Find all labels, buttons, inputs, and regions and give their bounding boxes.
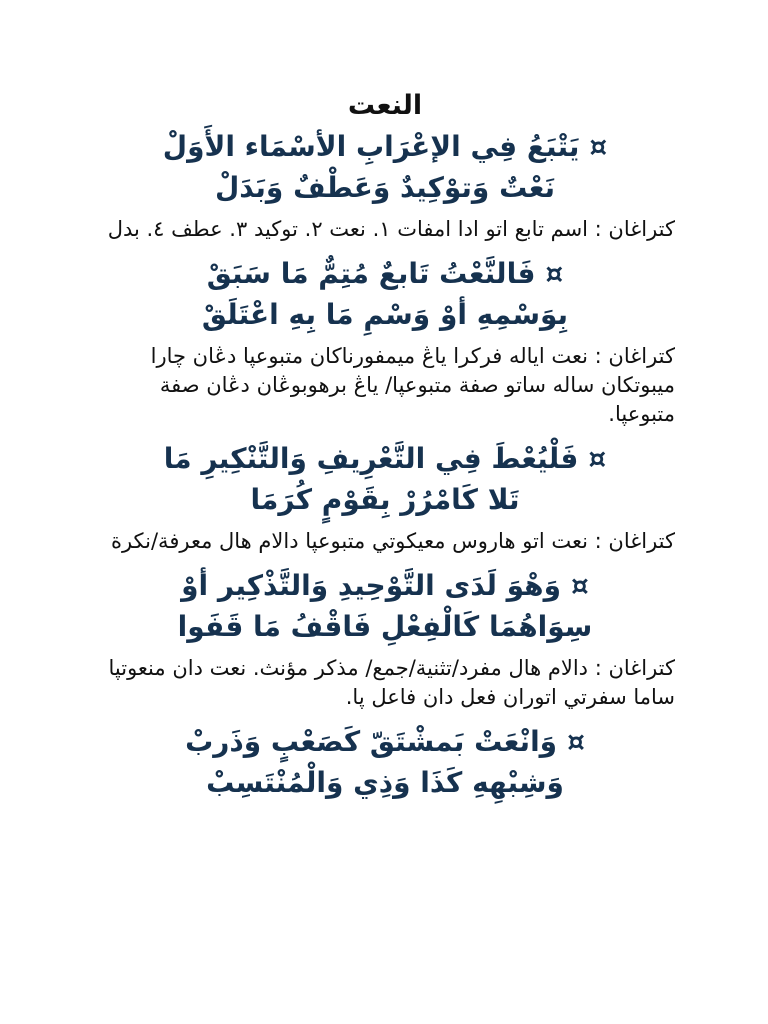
verse-marker-icon: ¤ — [571, 569, 589, 602]
verse-line-1 — [95, 565, 675, 606]
verse-section-5 — [95, 721, 675, 803]
verse-marker-icon: ¤ — [545, 257, 564, 290]
verse-block — [95, 126, 675, 208]
verse-line-2: بِوَسْمِهِ أوْ وَسْمِ مَا بِهِ اعْتَلَقْ — [201, 298, 569, 331]
verse-text: وَانْعَتْ بَمشْتَقّ كَصَعْبٍ وَذَربْ — [185, 725, 558, 758]
verse-line-2: نَعْتٌ وَتوْكِيدٌ وَعَطْفٌ وَبَدَلْ — [214, 171, 556, 204]
verse-explanation: كتراغان : نعت اياله فركرا ياڠ ميمفورناكان متبوعڽا دڠان چارا ميبوتكان ساله ساتو صفة متبوعڽا/ ياڠ برهوبوڠان دڠان صفة متبوعڽا. — [150, 344, 675, 426]
verse-line-2: سِوَاهُمَا كَالْفِعْلِ فَاقْفُ مَا قَفَوا — [177, 610, 593, 643]
verse-explanation: كتراغان : نعت اتو هاروس معيكوتي متبوعڽا دالام هال معرفة/نكرة — [110, 529, 675, 553]
verse-text: وَهْوَ لَدَى التَّوْحِيدِ وَالتَّذْكِير أوْ — [181, 569, 562, 602]
verse-text: يَتْبَعُ فِي الإعْرَابِ الأسْمَاء الأَوَلْ — [162, 130, 580, 163]
verse-line-1 — [95, 438, 675, 479]
verse-block — [95, 253, 675, 335]
verse-line-1 — [95, 253, 675, 294]
verse-line-1 — [95, 721, 675, 762]
verse-text: فَلْيُعْطَ فِي التَّعْرِيفِ وَالتَّنْكِيرِ مَا — [163, 442, 579, 475]
document-page — [95, 88, 675, 810]
verse-line-2: تَلا كَامْرُرْ بِقَوْمٍ كُرَمَا — [250, 483, 520, 516]
verse-section-1 — [95, 126, 675, 244]
verse-block — [95, 721, 675, 803]
verse-section-3 — [95, 438, 675, 556]
verse-line-2: وَشِبْهِهِ كَذَا وَذِي وَالْمُنْتَسِبْ — [206, 766, 564, 799]
verse-line-1 — [95, 126, 675, 167]
verse-block — [95, 565, 675, 647]
verse-section-2 — [95, 253, 675, 429]
verse-explanation: كتراغان : دالام هال مفرد/تثنية/جمع/ مذكر مؤنث. نعت دان منعوتڽا ساما سفرتي اتوران فعل دان فاعل ڽا. — [108, 656, 675, 709]
verse-marker-icon: ¤ — [589, 130, 608, 163]
verse-explanation: كتراغان : اسم تابع اتو ادا امفات ١. نعت ٢. توكيد ٣. عطف ٤. بدل — [107, 217, 675, 241]
verse-text: فَالنَّعْتُ تَابعٌ مُتِمٌّ مَا سَبَقْ — [206, 257, 536, 290]
verse-marker-icon: ¤ — [588, 442, 607, 475]
verse-block — [95, 438, 675, 520]
page-title: النعت — [347, 90, 423, 121]
verse-marker-icon: ¤ — [567, 725, 585, 758]
verse-section-4 — [95, 565, 675, 712]
